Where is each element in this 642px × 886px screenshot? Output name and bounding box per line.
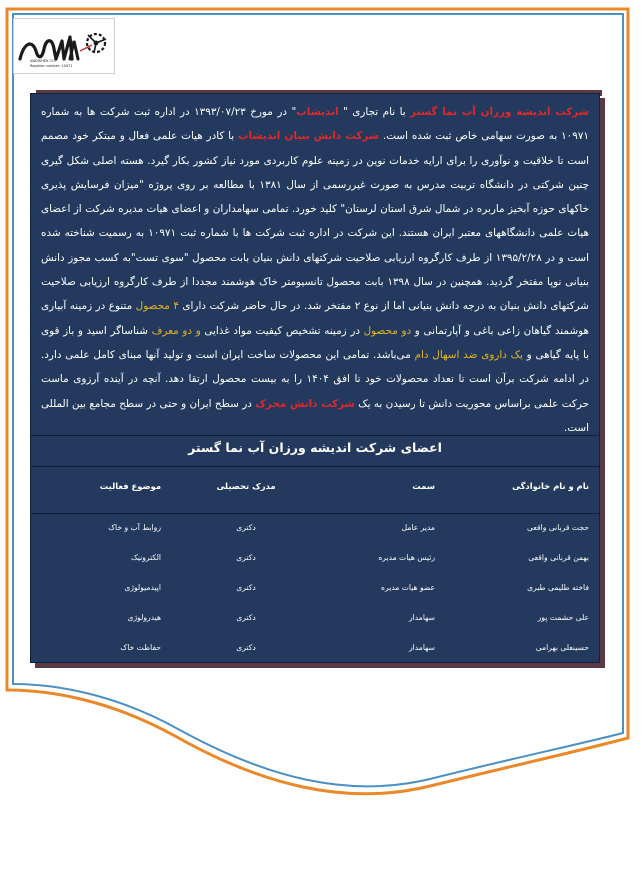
intro-text: " در مورخ ۱۳۹۳/۰۷/۲۳ در اداره ثبت شرکت ها به شماره ۱۰۹۷۱ به صورت سهامی خاص ثبت شده است.: [41, 106, 589, 143]
member-name: بهمن قربانی واقعی: [528, 553, 589, 562]
member-degree: دکتری: [236, 553, 256, 562]
member-name: فاخته طلیمی طبری: [527, 583, 589, 592]
knowledge-company-highlight: شرکت دانش بنیان اندیشاب: [238, 130, 380, 143]
company-logo: [13, 18, 115, 74]
table-header: [31, 466, 599, 514]
table-row: [31, 636, 599, 666]
member-degree: دکتری: [236, 583, 256, 592]
member-degree: دکتری: [236, 643, 256, 652]
section-divider: [31, 435, 599, 436]
intro-text: متنوع در زمینه آبیاری هوشمند گیاهان زاعی باغی و آپارتمانی و: [41, 300, 589, 337]
member-position: سهامدار: [408, 643, 435, 652]
table-row: [31, 546, 599, 576]
header-degree: مدرک تحصیلی: [216, 481, 276, 491]
content-panel: [30, 93, 600, 663]
table-row: [31, 516, 599, 546]
logo-company-name: ANDISHEH CO.: [30, 59, 56, 63]
driver-company-highlight: شرکت دانش محرک: [255, 397, 355, 410]
indicators-highlight: و دو معرف: [151, 324, 201, 337]
brand-name-highlight: اندیشاب: [296, 106, 339, 118]
header-name: نام و نام خانوادگی: [512, 481, 589, 491]
intro-text: شناساگر اسید و باز قوی با پایه گیاهی و: [41, 324, 589, 361]
intro-text: با کادر هیات علمی فعال و مبتکر خود مصمم است تا خلاقیت و نوآوری را برای ارایه خدمات نوین در زمینه علوم کاربردی مورد نیاز کشور بکار گیرد. هسته اصلی شکل گیری چنین شرکتی در دانشگاه تربیت مدرس به صورت غیررسمی از سال ۱۳۸۱ با مطالعه بر روی پروژه "میزان فرسایش پذیری خاکهای حوزه آبخیز ماربره در شمال شرق استان لرستان" کلید خورد. تمامی سهامداران و اعضای هیات مدیره شرکت از اعضای هیات علمی دانشگاههای معتبر ایران هستند. این شرکت در اداره ثبت شرکت ها با شماره ثبت ۱۰۹۷۱ به رسمیت شناخته شده است و در ۱۳۹۵/۲/۲۸ از طرف کارگروه ارزیابی صلاحیت شرکتهای دانش بنیان بابت محصول "سوی تست"به کسب مجوز دانش بنیانی نوپا مفتخر گردید. همچنین در سال ۱۳۹۸ بابت محصول تانسیومتر خاک هوشمند مجددا از طرف کارگروه ارزیابی صلاحیت شرکتهای دانش بنیان به درجه دانش بنیانی اما از نوع ۲ مفتخر شد. در حال حاضر شرکت دارای: [41, 130, 589, 313]
intro-paragraph: [41, 100, 589, 440]
member-position: سهامدار: [408, 613, 435, 622]
members-table: [31, 466, 599, 666]
member-name: حجت قربانی واقعی: [527, 523, 589, 532]
member-field: اپیدمیولوژی: [124, 583, 161, 592]
member-field: حفاظت خاک: [120, 643, 161, 652]
member-position: مدیر عامل: [401, 523, 435, 532]
member-name: حسینعلی بهرامی: [535, 643, 589, 652]
logo-register-number: Register number: 10971: [30, 64, 73, 68]
food-products-highlight: دو محصول: [363, 324, 412, 337]
member-field: الکترونیک: [131, 553, 161, 562]
intro-text: می‌باشد. تمامی این محصولات ساخت ایران است و تولید آنها مبنای کامل علمی دارد. در ادامه شرکت برآن است تا تعداد محصولات خود تا افق ۱۴۰۴ را به بیست محصول ارتقا دهد. آنچه در آینده آرزوی ماست حرکت علمی براساس محوریت دانش تا رسیدن به یک: [41, 348, 590, 410]
member-degree: دکتری: [236, 523, 256, 532]
table-row: [31, 576, 599, 606]
member-field: روابط آب و خاک: [108, 523, 161, 532]
intro-text: در سطح ایران و حتی در سطح مجامع بین المللی است.: [41, 397, 589, 434]
header-field: موضوع فعالیت: [99, 481, 161, 491]
products-count-highlight: ۴ محصول: [135, 300, 179, 313]
drug-highlight: یک داروی ضد اسهال دام: [414, 348, 523, 361]
table-row: [31, 606, 599, 636]
member-position: عضو هیات مدیره: [381, 583, 435, 592]
members-title: اعضای شرکت اندیشه ورزان آب نما گستر: [188, 440, 442, 455]
member-name: علی حشمت پور: [537, 613, 589, 622]
member-position: رئیس هیات مدیره: [378, 553, 435, 562]
intro-text: با نام تجاری ": [338, 106, 411, 118]
member-degree: دکتری: [236, 613, 256, 622]
header-position: سمت: [412, 481, 435, 491]
member-field: هیدرولوژی: [127, 613, 161, 622]
intro-text: در زمینه تشخیص کیفیت مواد غذایی: [200, 324, 364, 337]
company-name-highlight: شرکت اندیشه ورزان آب نما گستر: [410, 106, 589, 118]
